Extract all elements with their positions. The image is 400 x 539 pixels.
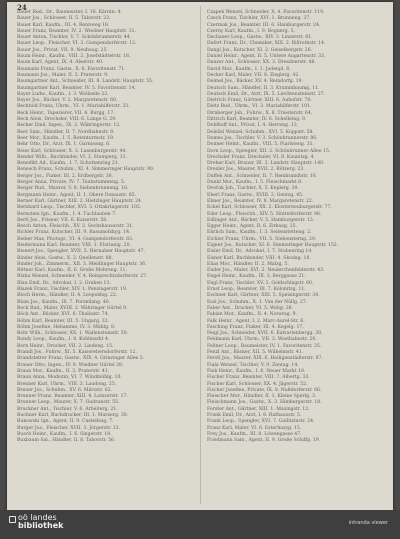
directory-entry: Braun Mor., Kaufm., II. 2. Praterstr. 41. <box>17 368 110 374</box>
logo-text <box>18 514 63 530</box>
directory-entry: Blum Jos., Kaufm., IX. 7. Porzellang. 40. <box>17 299 111 305</box>
directory-entry: Buxbaum Sal., Händler, II. 8. Taborstr. 56. <box>17 438 116 444</box>
directory-entry: Fink Heinr., Kaufm., I. 6. Neuer Markt 10. <box>207 368 306 374</box>
directory-entry: Brenner Karl, Uhrm., VIII. 3. Laudong. 25. <box>17 381 117 387</box>
directory-entry: Dafert Franz, Dr., Chemiker, XIX. 2. Billrothstr. 14. <box>207 41 326 47</box>
directory-entry: Beier Karl, Schlosser, X. 3. Laxenburgerstr. 44. <box>17 148 127 154</box>
directory-entry: Bergmann Heinr., Agent, II. 1. Obere Donaustr. 65. <box>17 192 137 198</box>
directory-entry: Deutsch Sam., Händler, II. 3. Krummbaumg. 11. <box>207 85 320 91</box>
directory-entry: Bienert Jos., Spengler, XVII. 5. Hernalser Hauptstr. 47. <box>17 249 146 255</box>
page-number: 24 <box>17 3 27 12</box>
directory-entry: Fleischer Mor., Händler, II. 1. Kleine Sperlg. 3. <box>207 394 317 400</box>
directory-entry: Edlinger Ant., Bäcker, V. 5. Hamburgerstr. 13. <box>207 217 315 223</box>
directory-entry: Fleischmann Jos., Gastw., X. 3. Himbergerstr. 18. <box>207 400 322 406</box>
directory-entry: Bichler Franz, Kutscher, III. 9. Rasumofskyg. 14. <box>17 230 131 236</box>
directory-entry: Frank Leop., Spengler, XVI. 7. Gallitzinstr. 24. <box>207 419 315 425</box>
directory-entry: Bauer Leop., Fleischer, VI. 3. Gumpendorferstr. 12. <box>17 41 137 47</box>
directory-entry: Feldmann Karl, Uhrm., VII. 3. Westbahnstr. 20. <box>207 337 317 343</box>
directory-entry: Frank Emil, Dr., Arzt, I. 8. Rathausstr. 5. <box>207 413 302 418</box>
directory-entry: Binder Alois, Gastw., X. 2. Quellenstr. 88. <box>17 255 114 261</box>
column-divider <box>200 6 201 504</box>
left-column <box>17 10 197 444</box>
directory-entry: Buchner Karl, Buchdrucker, III. 1. Marxerg. 30. <box>17 413 129 418</box>
directory-entry: Brunner Franz, Beamter, XIII. 4. Lainzerstr. 17. <box>17 394 128 400</box>
directory-entry: Bauer Jos., Schlosser, II. 5. Taborstr. 22. <box>17 16 111 22</box>
directory-entry: Fiala Wenzel, Tischler, V. 9. Zentag. 14. <box>207 362 299 368</box>
directory-entry: Baum Karl, Agent, IX. 4. Alserstr. 40. <box>17 60 104 66</box>
directory-entry: Benesch Franz, Schuhm., XI. 4. Simmeringer Hauptstr. 90. <box>17 167 155 173</box>
directory-entry: Fenzl Ant., Bäcker, XII. 5. Wilhelmstr. 41. <box>207 350 304 356</box>
directory-entry: Blaha Wenzel, Schneider, V. 4. Reinprechtsdorferstr. 27. <box>17 274 148 280</box>
directory-entry: Besch Anton, Fleischh., XV. 2. Sechshauserstr. 31. <box>17 224 134 230</box>
directory-entry: Ebner Jos., Beamter, IV. 8. Margaretenstr. 22. <box>207 198 314 204</box>
directory-entry: Brunner Leop., Maurer, X. 7. Gudrunstr. 55. <box>17 400 120 406</box>
directory-entry: Dachauer Leop., Gastw., XIV. 3. Linzerstr. 81. <box>207 35 313 41</box>
directory-entry: Bittner Karl, Kaufm., II. 6. Große Mohreng. 11. <box>17 268 127 274</box>
directory-entry: Baumann Franz, Gastw., X. 6. Favoritenstr. 71. <box>17 66 126 72</box>
directory-entry: Beer Mor., Kaufm., I. 5. Rotenturmstr. 19. <box>17 135 115 141</box>
directory-entry: Eisler Emil, Dr., Advokat, I. 7. Stubenring 14. <box>207 249 313 255</box>
directory-entry: Bohr Wilh., Schlosser, XX. 1. Wallensteinstr. 50. <box>17 331 129 337</box>
directory-entry: Böck Ant., Bäcker, XVI. 6. Thaliastr. 74. <box>17 312 109 318</box>
directory-entry: Brandstetter Franz, Gastw., XIX. 4. Grinzinger Allee 3. <box>17 356 145 362</box>
directory-entry: Bauer Franz, Beamter, IV. 2. Wiedner Hauptstr. 31. <box>17 28 137 34</box>
directory-entry: Drexler Jos., Maurer, XVII. 2. Rötzerg. 23. <box>207 167 305 173</box>
directory-entry: Dirnberger Joh., Fuhrw., X. 8. Triesterstr. 64. <box>207 110 313 116</box>
directory-entry: Czech Franz, Tischler, XVI. 1. Brunneng. 37. <box>207 16 311 22</box>
directory-entry: Daniel Heinr., Agent, II. 5. Untere Augartenstr. 33. <box>207 54 326 60</box>
directory-entry: Berger Anna, Private, IV. 7. Taubstummeng. 5. <box>17 180 126 186</box>
directory-entry: Brauer Otto, Ingen., IV. 9. Wiedner Gürtel 28. <box>17 362 124 368</box>
directory-entry: Eschner Karl, Gärtner, XIII. 5. Speisingerstr. 34. <box>207 293 320 299</box>
directory-entry: Engl Franz, Tischler, XV. 3. Goldschlagstr. 60. <box>207 280 314 286</box>
directory-entry: Dietrich Franz, Gärtner, XIII. 6. Auhofstr. 70. <box>207 98 312 104</box>
directory-entry: Blau Emil, Dr., Advokat, I. 2. Graben 13. <box>17 280 111 286</box>
directory-entry: Essl Jos., Schuhm., X. 1. Van der Nüllg. 27. <box>207 299 308 305</box>
directory-entry: Forster Ant., Gärtner, XIII. 1. Maxingstr. 12. <box>207 406 310 412</box>
directory-entry: Bruckner Ant., Tischler, V. 6. Arbeiterg. 21. <box>17 406 118 412</box>
directory-entry: Frey Jos., Kaufm., III. 8. Löwengasse 47. <box>207 431 302 437</box>
directory-entry: Deimel Jos., Bäcker, XV. 4. Reindorfg. 19. <box>207 79 303 85</box>
directory-entry: Bukowski Ign., Agent, II. 9. Castellezg. 7. <box>17 419 114 425</box>
directory-entry: Blazek Franz, Tischler, XIV. 1. Penzingerstr. 19. <box>17 287 128 293</box>
directory-entry: Czerny Karl, Kaufm., I. 9. Bognerg. 5. <box>207 28 295 34</box>
directory-entry: Bock Rud., Maler, XVIII. 2. Währinger Gürtel 9. <box>17 305 128 311</box>
directory-entry: Fellner Leop., Baumeister, IV. 1. Favoritenstr. 35. <box>207 343 322 349</box>
directory-entry: Czermak Jos., Beamter, III. 6. Hainburgerstr. 24. <box>207 22 321 28</box>
directory-entry: Domes Jos., Tischler, V. 3. Schönbrunnerstr. 86. <box>207 135 318 141</box>
directory-entry: Bondy Leop., Kaufm., I. 8. Kohlmarkt 4. <box>17 337 110 343</box>
directory-entry: Elias Mor., Händler, II. 2. Malzg. 5. <box>207 261 289 267</box>
directory-entry: Eichler Franz, Uhrm., VII. 5. Siebensterng. 29. <box>207 236 317 242</box>
directory-entry: Dorn Leop., Spengler, XII. 2. Schönbrunner Allee 15. <box>207 148 331 154</box>
directory-entry: Deutsch Emil, Dr., Arzt, IX. 5. Liechtensteinstr. 27. <box>207 91 326 97</box>
directory-entry: Falk Heinr., Agent, I. 2. Marc-Aurel-Str. 6. <box>207 318 305 324</box>
directory-entry: Fischer Franz, Beamter, VIII. 7. Albertg. 33. <box>207 375 310 381</box>
directory-entry: Bernstein Ign., Kaufm., I. 4. Tuchlauben 7. <box>17 211 117 217</box>
directory-entry: Biedermann Karl, Beamter, VIII. 1. Florianig. 20. <box>17 242 131 248</box>
directory-entry: Ehrlich Sam., Kaufm., I. 3. Seitenstetteng. 2. <box>207 230 312 236</box>
directory-entry: Becker Emil, Ingen., IX. 2. Währingerstr. 12. <box>17 123 121 129</box>
directory-entry: Braun Anna, Modistin, VI. 7. Windmühlg. 10. <box>17 375 122 381</box>
directory-entry: Dreher Karl, Brauer, III. 3. Landstr. Hauptstr. 140. <box>207 161 325 167</box>
directory-entry: Eckel Karl, Schlosser, XX. 2. Klosterneuburgerstr. 77. <box>207 205 332 211</box>
directory-entry: Faber Ant., Drucker, VI. 5. Webg. 38. <box>207 305 294 311</box>
viewer-credit[interactable]: intranda viewer <box>348 520 388 526</box>
directory-entry: Born Heinr., Drucker, VII. 2. Lindeng. 15. <box>17 343 114 349</box>
logo-line-2: bibliothek <box>18 521 64 530</box>
directory-entry: Ferstl Jos., Maurer, XIX. 6. Heiligenstädterstr. 87. <box>207 356 323 362</box>
directory-entry: Dvořak Joh., Tischler, X. 5. Keplerg. 39. <box>207 186 299 192</box>
directory-entry: Berner Karl, Gärtner, XIII. 2. Hietzinger Hauptstr. 24. <box>17 198 143 204</box>
directory-entry: Böhm Karl, Beamter, III. 5. Ungarg. 32. <box>17 318 110 324</box>
directory-entry: Fischer Josefine, Private, IX. 8. Nußdorferstr. 66. <box>207 387 322 393</box>
directory-entry: Ernst Leop., Beamter, III. 7. Kolonitzg. 11. <box>207 287 306 293</box>
directory-entry: Baumgartner Karl, Beamter, IV. 5. Favoritenstr. 14. <box>17 85 136 91</box>
directory-entry: Doblhoff Ant., Privat, I. 4. Herreng. 12. <box>207 123 299 129</box>
directory-entry: Benedikt Ad., Kaufm., I. 7. Schottenring 21. <box>17 161 120 167</box>
directory-entry: Czapek Wenzel, Schneider, X. 4. Favoritenstr. 119. <box>207 10 325 15</box>
directory-entry: Friedmann Sam., Agent, II. 9. Große Schiffg. 19. <box>207 438 321 444</box>
directory-entry: Berger Jos., Fiaker, III. 2. Erdbergstr. 38. <box>17 173 114 179</box>
directory-entry: Eder Leop., Fleischh., XIV. 5. Hütteldorferstr. 96. <box>207 211 322 217</box>
directory-entry: Engel Heinr., Kaufm., IX. 3. Berggasse 21. <box>207 274 306 280</box>
directory-entry: Bayer Jos., Bäcker, V. 2. Margaretenstr. 60. <box>17 98 118 104</box>
directory-entry: Bauer Karl, Kaufm., III. 4. Rennweg 18. <box>17 22 110 28</box>
directory-entry: Decker Karl, Maler, VII. 8. Zieglerg. 42. <box>207 72 300 78</box>
directory-entry: Baumann Jos., Maler, II. 3. Praterstr. 9. <box>17 72 109 78</box>
directory-entry: Dangl Jos., Kutscher, XI. 2. Geiselbergstr. 26. <box>207 47 313 53</box>
directory-entry: David Mor., Kaufm., I. 1. Judenpl. 6. <box>207 66 291 72</box>
directory-entry: Drechsler Franz, Drechsler, VI. 8. Kaunitzg. 4. <box>207 154 315 160</box>
directory-entry: Fischer Karl, Schlosser, XX. 4. Jägerstr. 52. <box>207 381 308 387</box>
directory-entry: Bloch Herm., Händler, II. 4. Leopoldsg. 22. <box>17 293 118 299</box>
directory-entry: Brandl Jos., Fuhrw., XI. 5. Kaiserebersdorferstr. 12. <box>17 350 137 356</box>
directory-entry: Breuer Jos., Schuhm., XV. 6. Märzstr. 62. <box>17 387 113 393</box>
directory-entry: Fasching Franz, Fiaker, III. 4. Kegelg. 17. <box>207 324 304 330</box>
directory-entry: Binder Joh., Zimmerm., XII. 3. Meidlinger Hauptstr. 36. <box>17 261 147 267</box>
directory-entry: Berger Rud., Maurer, V. 8. Siebenbrunneng. 16. <box>17 186 129 192</box>
directory-entry: Fabian Mor., Kaufm., II. 4. Novarag. 9. <box>207 312 297 318</box>
directory-entry: Dietz Rud., Uhrm., VI. 3. Mariahilferstr. 101. <box>207 104 312 110</box>
directory-entry: Bender Wilh., Buchbinder, VI. 2. Stumperg. 11. <box>17 154 128 160</box>
directory-entry: Donner Heinr., Kaufm., VIII. 5. Piaristeng. 31. <box>207 142 315 148</box>
library-logo[interactable] <box>9 514 63 530</box>
right-column <box>207 10 387 444</box>
directory-entry: Beck Heinr., Tapezierer, VII. 4. Burgg. 17. <box>17 110 115 116</box>
directory-entry: Beck Alois, Drechsler, VIII. 6. Lange G. 29. <box>17 117 117 123</box>
directory-entry: Bechtold Franz, Uhrm., VI. 1. Mariahilferstr. 33. <box>17 104 130 110</box>
directory-entry: Baumgartner Ant., Schneider, III. 8. Landstr. Hauptstr. 55. <box>17 79 154 85</box>
directory-entry: Burger Jos., Fleischer, XVII. 3. Jörgerstr. 13. <box>17 425 121 431</box>
logo-square-icon <box>9 516 16 523</box>
directory-entry: Bayer Ludw., Kaufm., I. 3. Wollzeile 22. <box>17 91 109 97</box>
directory-entry: Behr Otto, Dr., Arzt, IX. 1. Garnisong. 6. <box>17 142 111 148</box>
directory-entry: Egger Heinr., Agent, II. 6. Zirkusg. 25. <box>207 224 298 230</box>
directory-entry: Eberl Franz, Gastw., XVIII. 3. Gentzg. 45. <box>207 192 304 198</box>
directory-entry: Bieber Max, Photogr., VI. 4. Gumpendorferstr. 83. <box>17 236 134 242</box>
directory-entry: Bauer Jos., Privat, VII. 9. Neubaug. 25. <box>17 47 108 53</box>
directory-entry: Beer Sam., Händler, II. 7. Nordbahnstr. 8. <box>17 129 115 135</box>
directory-entry: Bauer Anton, Tischler, V. 7. Schönbrunnerstr. 44. <box>17 35 132 41</box>
logo-line-1: oö landes <box>18 513 57 522</box>
directory-entry: Ender Jos., Maler, XVI. 2. Neulerchenfelderstr. 43. <box>207 268 325 274</box>
scanned-page <box>7 2 393 510</box>
directory-entry: Dunkl Mor., Kaufm., I. 5. Fleischmarkt 8. <box>207 180 303 186</box>
directory-entry: Feigl Jos., Schneider, XVII. 6. Kalvarienbergg. 30. <box>207 331 323 337</box>
directory-entry: Danzer Ant., Schlosser, XX. 3. Dresdnerstr. 48. <box>207 60 316 66</box>
directory-entry: Busch Heinr., Kaufm., I. 6. Singerstr. 18. <box>17 431 112 437</box>
directory-entry: Eisner Karl, Buchbinder, VIII. 4. Skodag. 18. <box>207 255 311 261</box>
directory-entry: Böhm Josefine, Hebamme, IV. 3. Mühlg. 8. <box>17 324 116 330</box>
directory-entry: Duffek Ant., Schneider, II. 7. Rembrandtstr. 16. <box>207 173 318 179</box>
directory-entry: Franz Karl, Maler, VI. 6. Esterhazyg. 15. <box>207 425 302 431</box>
directory-entry: Dittrich Karl, Beamter, IV. 6. Schelleing. 9. <box>207 117 307 123</box>
directory-entry: Baum Heinr., Kaufm., VIII. 2. Josefstädterstr. 18. <box>17 54 131 60</box>
directory-entry: Bernhard Leop., Tischler, XVI. 3. Ottakringerstr. 102. <box>17 205 142 211</box>
directory-entry: Bertl Jos., Friseur, VII. 6. Kaiserstr. 58. <box>17 217 108 223</box>
directory-entry: Doležal Wenzel, Schuhm., XVI. 5. Koppstr. 58. <box>207 129 314 135</box>
directory-entry: Eigner Jos., Kutscher, XI. 6. Simmeringer Hauptstr. 152. <box>207 242 339 248</box>
directory-entry: Bauer Rud., Dr., Baumeister, I. 16. Kärntn. 4. <box>17 10 123 15</box>
